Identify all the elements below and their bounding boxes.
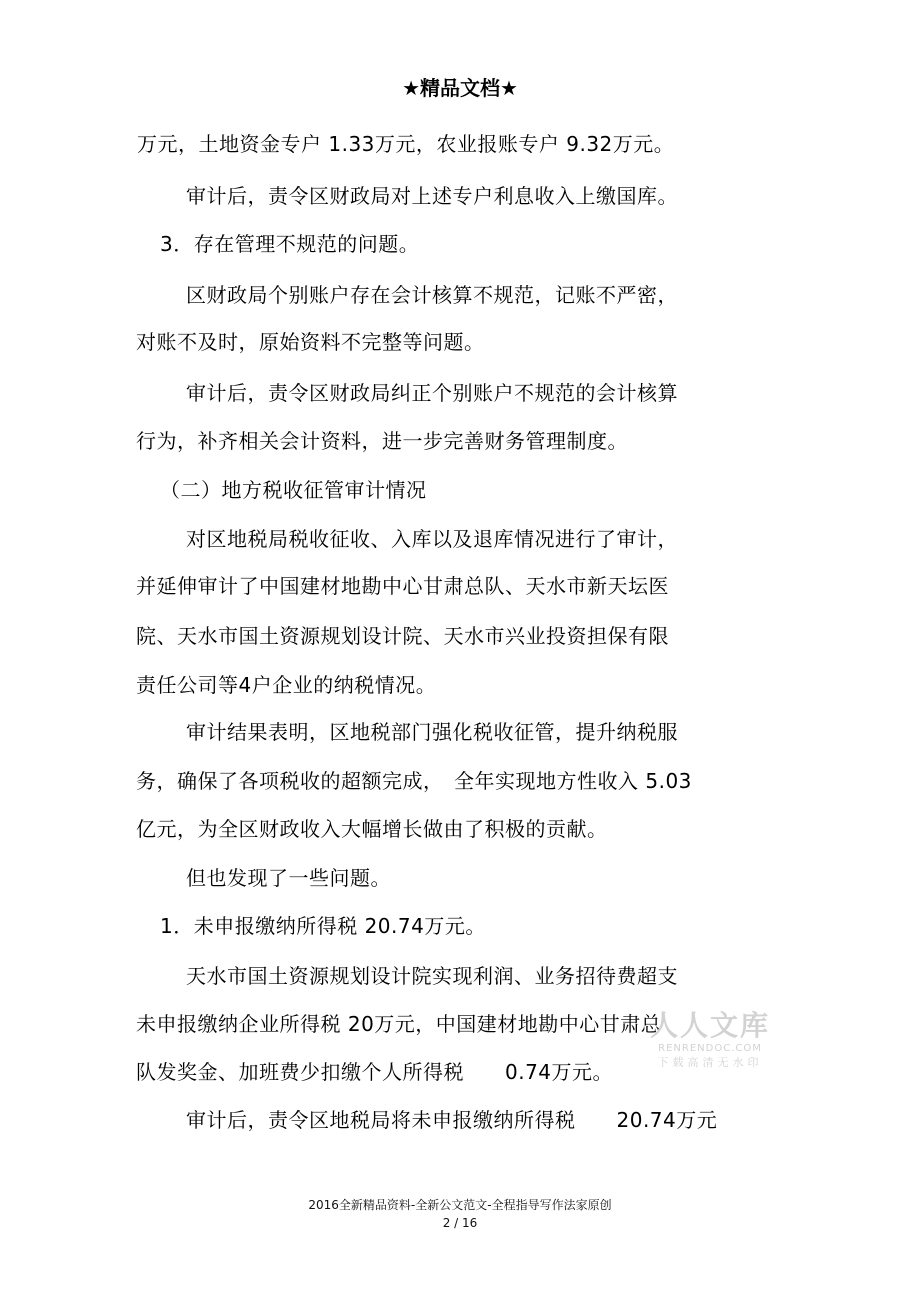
section-heading-1: 1．未申报缴纳所得税 20.74万元。: [160, 914, 486, 938]
body-line: 亿元，为全区财政收入大幅增长做由了积极的贡献。: [136, 817, 608, 841]
body-line: 队发奖金、加班费少扣缴个人所得税 0.74万元。: [136, 1060, 614, 1084]
body-line: 并延伸审计了中国建材地勘中心甘肃总队、天水市新天坛医: [136, 574, 669, 598]
section-heading-2: （二）地方税收征管审计情况: [160, 478, 427, 502]
section-heading-3: 3．存在管理不规范的问题。: [160, 232, 420, 256]
watermark-brand: 人人文库: [649, 1009, 770, 1042]
watermark-logo: [648, 1010, 772, 1070]
watermark-url: RENRENDOC.COM: [658, 1043, 762, 1054]
body-line: 未申报缴纳企业所得税 20万元，中国建材地勘中心甘肃总: [136, 1012, 662, 1036]
body-line: 行为，补齐相关会计资料，进一步完善财务管理制度。: [136, 429, 628, 453]
body-line: 审计结果表明，区地税部门强化税收征管，提升纳税服: [186, 720, 678, 744]
body-line: 审计后，责令区财政局纠正个别账户不规范的会计核算: [186, 381, 678, 405]
body-line: 审计后，责令区地税局将未申报缴纳所得税 20.74万元: [186, 1108, 718, 1132]
body-line: 天水市国土资源规划设计院实现利润、业务招待费超支: [186, 964, 678, 988]
document-header-title: ★精品文档★: [402, 76, 518, 100]
body-line: 对区地税局税收征收、入库以及退库情况进行了审计，: [186, 527, 678, 551]
body-line: 对账不及时，原始资料不完整等问题。: [136, 330, 485, 354]
body-line: 审计后，责令区财政局对上述专户利息收入上缴国库。: [186, 184, 678, 208]
page-number: 2 / 16: [442, 1216, 478, 1230]
watermark-slogan: 下载高清无水印: [657, 1056, 763, 1069]
body-line: 责任公司等4户企业的纳税情况。: [136, 673, 437, 697]
body-line: 万元，土地资金专户 1.33万元，农业报账专户 9.32万元。: [137, 132, 675, 156]
body-line: 院、天水市国土资源规划设计院、天水市兴业投资担保有限: [136, 624, 669, 648]
body-line: 但也发现了一些问题。: [186, 866, 391, 890]
footer-note: 2016全新精品资料-全新公文范文-全程指导写作法家原创: [308, 1198, 612, 1212]
body-line: 务，确保了各项税收的超额完成， 全年实现地方性收入 5.03: [136, 769, 692, 793]
body-line: 区财政局个别账户存在会计核算不规范，记账不严密，: [186, 283, 678, 307]
